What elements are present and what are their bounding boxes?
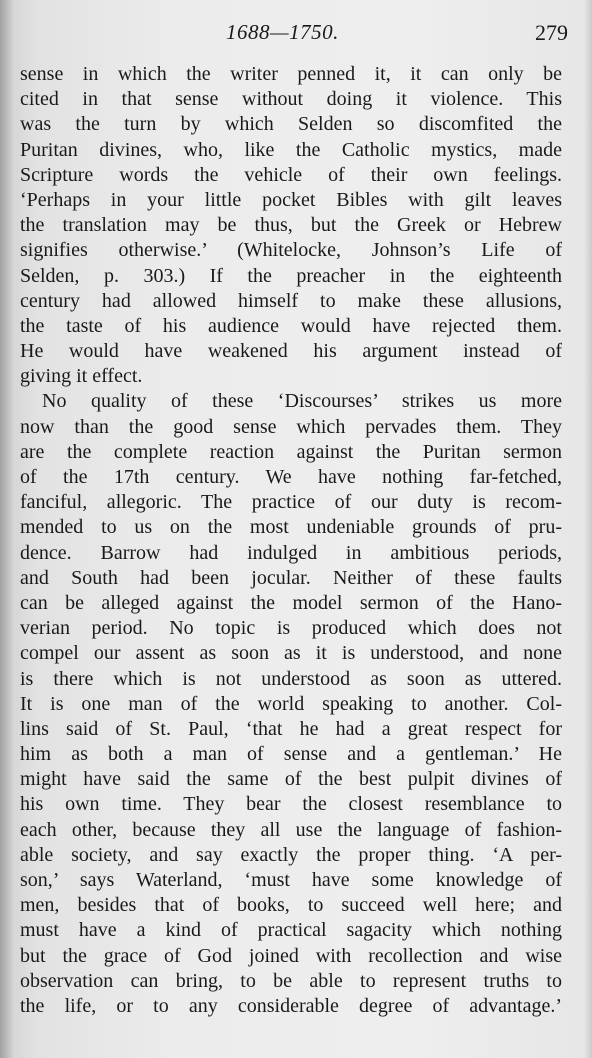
text-line: the taste of his audience would have rejected them. bbox=[20, 314, 562, 337]
body-text bbox=[20, 62, 562, 1019]
paragraph-end-line: giving it effect. bbox=[20, 365, 143, 388]
text-line: can be alleged against the model sermon of the Hano- bbox=[20, 591, 562, 614]
text-line: the translation may be thus, but the Greek or Hebrew bbox=[20, 214, 562, 237]
text-line: compel our assent as soon as it is understood, and none bbox=[20, 642, 562, 665]
text-line: It is one man of the world speaking to another. Col- bbox=[20, 692, 562, 715]
text-line: dence. Barrow had indulged in ambitious periods, bbox=[20, 541, 562, 564]
text-line: He would have weakened his argument instead of bbox=[20, 340, 562, 363]
text-line: is there which is not understood as soon as uttered. bbox=[20, 667, 562, 690]
text-line: was the turn by which Selden so discomfited the bbox=[20, 113, 562, 136]
text-line: men, besides that of books, to succeed well here; and bbox=[20, 894, 562, 917]
text-line: fanciful, allegoric. The practice of our duty is recom- bbox=[20, 491, 562, 514]
text-line: verian period. No topic is produced which does not bbox=[20, 617, 562, 640]
page-edge-shadow bbox=[584, 0, 592, 1058]
text-line: sense in which the writer penned it, it can only be bbox=[20, 63, 562, 85]
text-line: able society, and say exactly the proper thing. ‘A per- bbox=[20, 843, 562, 866]
text-line: mended to us on the most undeniable grounds of pru- bbox=[20, 516, 562, 539]
binding-shadow bbox=[0, 0, 14, 1058]
text-line: his own time. They bear the closest resemblance to bbox=[20, 793, 562, 816]
text-line: the life, or to any considerable degree of advantage.’ bbox=[20, 994, 562, 1017]
text-line: lins said of St. Paul, ‘that he had a great respect for bbox=[20, 717, 562, 740]
text-line: Scripture words the vehicle of their own feelings. bbox=[20, 163, 562, 186]
text-line: and South had been jocular. Neither of these faults bbox=[20, 566, 562, 589]
text-line: must have a kind of practical sagacity which nothing bbox=[20, 919, 562, 942]
text-line: century had allowed himself to make these allusions, bbox=[20, 289, 562, 312]
text-line: might have said the same of the best pulpit divines of bbox=[20, 768, 562, 791]
text-line: ‘Perhaps in your little pocket Bibles with gilt leaves bbox=[20, 188, 562, 211]
text-line: but the grace of God joined with recollection and wise bbox=[20, 944, 562, 967]
text-line: signifies otherwise.’ (Whitelocke, Johnson’s Life of bbox=[20, 239, 562, 262]
running-head: 1688—1750. bbox=[226, 20, 339, 44]
text-line: son,’ says Waterland, ‘must have some knowledge of bbox=[20, 869, 562, 891]
text-line: Selden, p. 303.) If the preacher in the eighteenth bbox=[20, 264, 562, 287]
text-line: observation can bring, to be able to represent truths to bbox=[20, 969, 562, 992]
page-header bbox=[0, 20, 592, 50]
page-number: 279 bbox=[535, 20, 568, 45]
paragraph-start-line: No quality of these ‘Discourses’ strikes us more bbox=[42, 390, 562, 413]
text-line: now than the good sense which pervades them. They bbox=[20, 415, 562, 438]
text-line: Puritan divines, who, like the Catholic mystics, made bbox=[20, 138, 562, 161]
text-line: of the 17th century. We have nothing far-fetched, bbox=[20, 466, 562, 488]
text-line: him as both a man of sense and a gentleman.’ He bbox=[20, 743, 562, 766]
text-line: are the complete reaction against the Puritan sermon bbox=[20, 440, 562, 463]
text-line: cited in that sense without doing it violence. This bbox=[20, 88, 562, 111]
text-line: each other, because they all use the language of fashion- bbox=[20, 818, 562, 841]
